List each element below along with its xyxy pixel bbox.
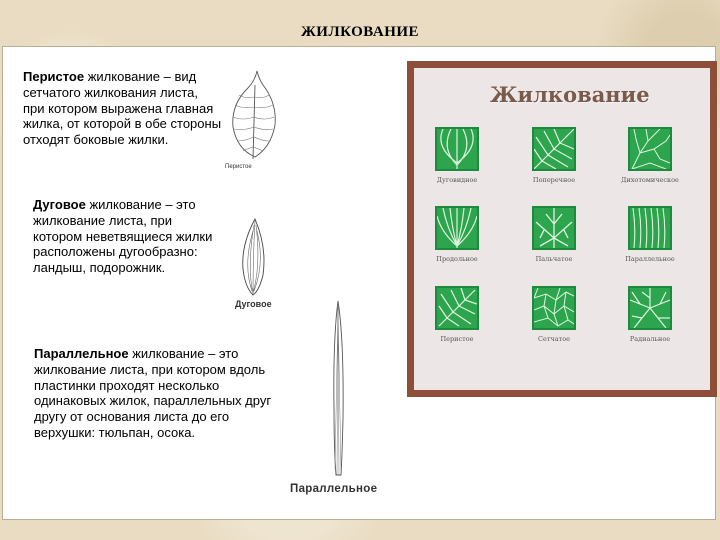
tile-label: Параллельное	[625, 255, 675, 263]
transverse-venation-icon	[532, 127, 576, 171]
tile-label: Поперечное	[532, 176, 576, 184]
board-title: Жилкование	[490, 82, 650, 107]
content-panel	[2, 46, 716, 520]
parallel-description	[34, 346, 272, 441]
parallel-text: жилкование – это жилкование листа, при котором вдоль пластинки проходят несколько одинаковых жилок, параллельных друг другу от основания листа до его верхушки: тюльпан, осока.	[34, 346, 272, 440]
pinnate-description	[23, 69, 223, 148]
tile-label: Пальчатое	[535, 255, 573, 263]
page-title: ЖИЛКОВАНИЕ	[300, 24, 420, 40]
tile-label: Продольное	[436, 255, 478, 263]
pinnate-text: жилкование – вид сетчатого жилкования листа, при котором выражена главная жилка, от которой в обе стороны отходят боковые жилки.	[23, 69, 222, 148]
pinnate-leaf-caption: Перистое	[225, 164, 252, 170]
arcuate-venation-icon	[435, 127, 479, 171]
venation-board	[407, 61, 717, 397]
arcuate-leaf-caption: Дуговое	[235, 299, 272, 309]
longitudinal-venation-icon	[435, 206, 479, 250]
parallel-leaf-caption: Параллельное	[290, 483, 378, 495]
reticulate-venation-icon	[532, 286, 576, 330]
pinnate-term: Перистое	[23, 69, 85, 84]
venation-board-inner	[414, 68, 710, 390]
pinnate-leaf-image	[229, 69, 279, 165]
tile-label: Дихотомическое	[621, 176, 679, 184]
parallel-venation-icon	[628, 206, 672, 250]
tile-label: Перистое	[440, 335, 474, 343]
palmate-venation-icon	[532, 206, 576, 250]
tile-label: Сетчатое	[538, 335, 570, 343]
tile-label: Дуговидное	[436, 176, 478, 184]
pinnate-venation-icon	[435, 286, 479, 330]
arcuate-term: Дуговое	[33, 197, 86, 212]
parallel-term: Параллельное	[34, 346, 129, 361]
parallel-leaf-image	[329, 299, 349, 477]
dichotomous-venation-icon	[628, 127, 672, 171]
arcuate-leaf-image	[239, 217, 269, 297]
arcuate-text: жилкование – это жилкование листа, при котором неветвящиеся жилки расположены дугообразно: ландыш, подорожник.	[33, 197, 213, 276]
arcuate-description	[33, 197, 213, 276]
radial-venation-icon	[628, 286, 672, 330]
tile-label: Радиальное	[629, 335, 671, 343]
